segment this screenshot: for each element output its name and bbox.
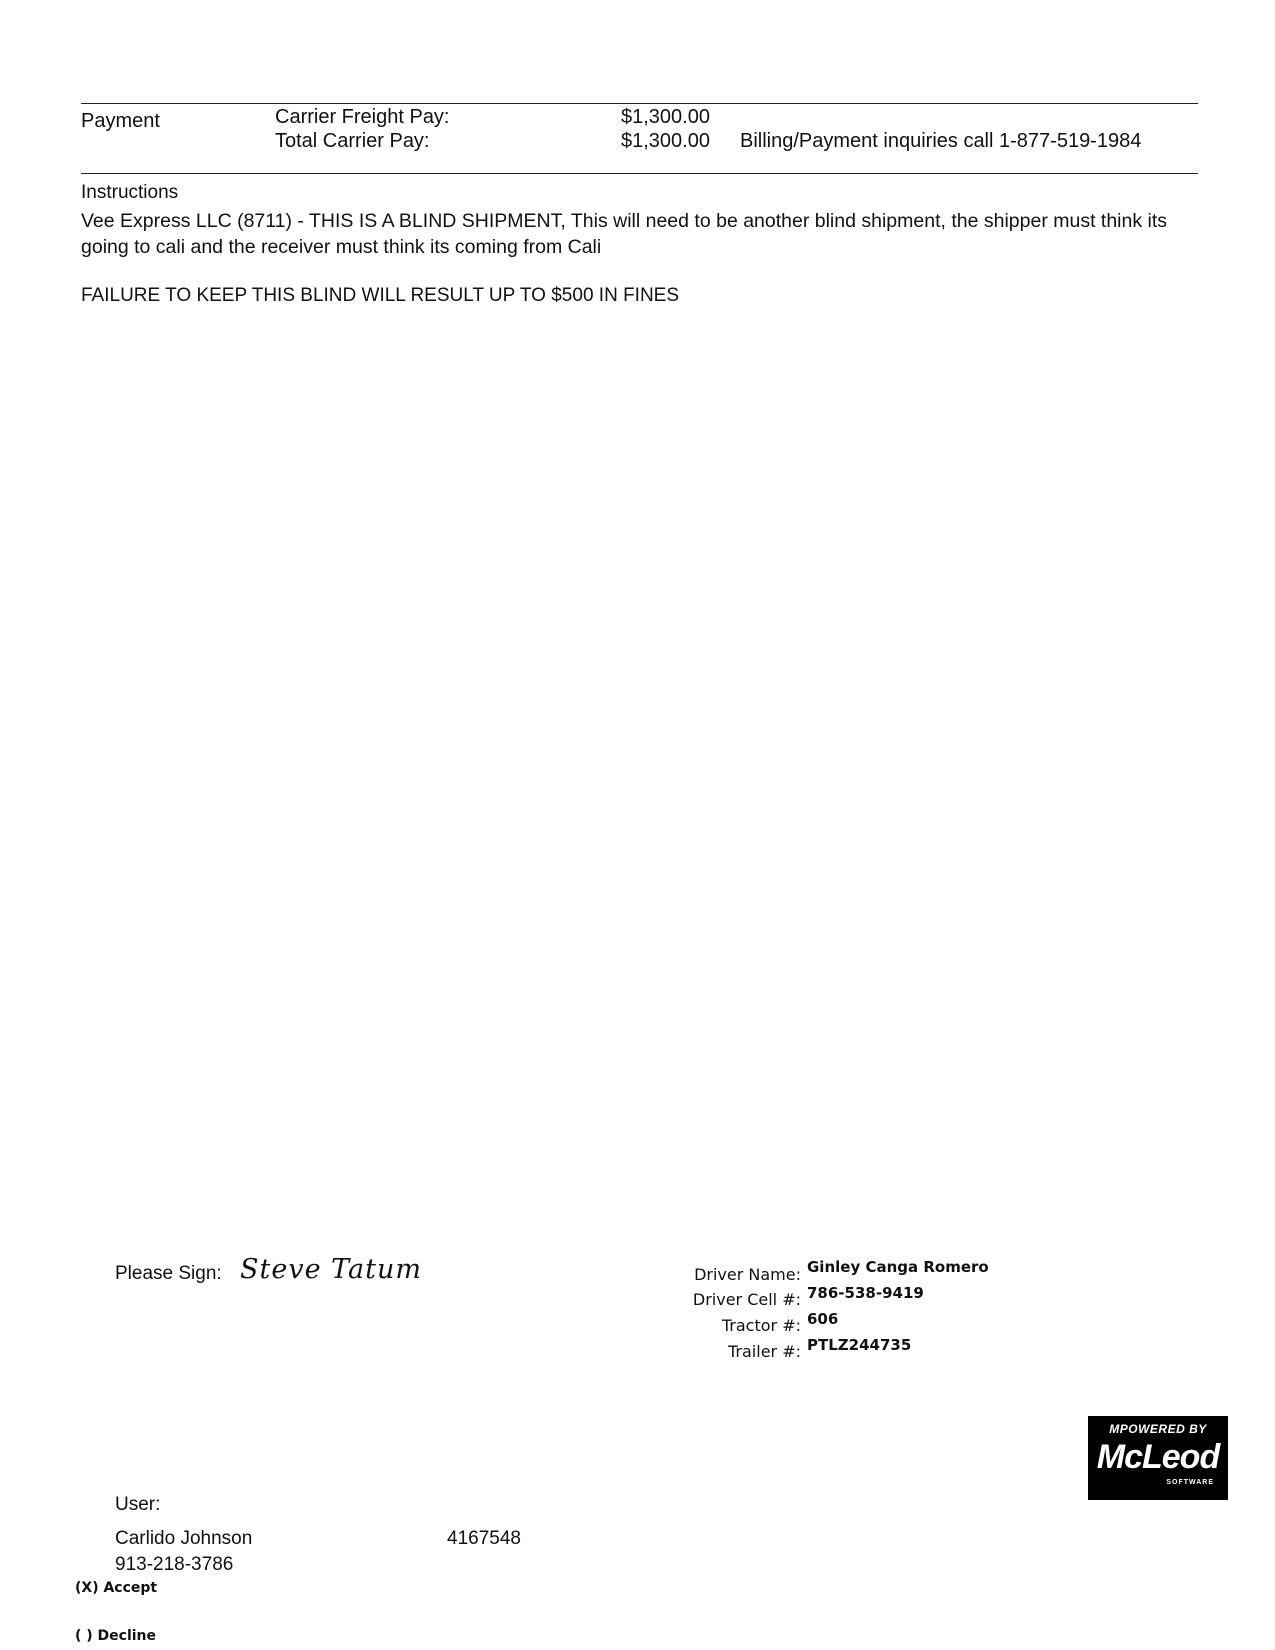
decline-option[interactable]: ( ) Decline: [75, 1628, 157, 1644]
freight-pay-amount: $1,300.00: [621, 106, 710, 128]
billing-inquiry-text: Billing/Payment inquiries call 1-877-519-1984: [740, 130, 1142, 152]
mid-rule: [81, 173, 1198, 174]
payment-label: Payment: [81, 110, 160, 132]
driver-cell-value: 786-538-9419: [807, 1284, 924, 1302]
instructions-body: Vee Express LLC (8711) - THIS IS A BLIND SHIPMENT, This will need to be another blind shipment, the shipper must think its going to cali and the receiver must think its coming from Cali: [81, 210, 1168, 258]
instructions-heading: Instructions: [81, 182, 179, 203]
accept-option[interactable]: (X) Accept: [75, 1580, 158, 1596]
mcleod-logo: [1088, 1416, 1228, 1500]
tractor-label: Tractor #:: [721, 1316, 801, 1335]
logo-powered-by: MPOWERED BY: [1109, 1422, 1207, 1436]
trailer-label: Trailer #:: [728, 1342, 801, 1361]
logo-software: SOFTWARE: [1166, 1479, 1214, 1486]
top-rule: [81, 103, 1198, 104]
user-name: Carlido Johnson: [115, 1528, 253, 1549]
signature: Steve Tatum: [240, 1254, 422, 1285]
user-label: User:: [115, 1494, 161, 1515]
total-pay-label: Total Carrier Pay:: [275, 130, 430, 152]
freight-pay-label: Carrier Freight Pay:: [275, 106, 450, 128]
sign-label: Please Sign:: [115, 1263, 222, 1284]
blind-warning: FAILURE TO KEEP THIS BLIND WILL RESULT UP TO $500 IN FINES: [81, 285, 680, 306]
driver-name-label: Driver Name:: [694, 1265, 801, 1284]
driver-cell-label: Driver Cell #:: [692, 1290, 801, 1309]
user-id: 4167548: [447, 1528, 521, 1549]
total-pay-amount: $1,300.00: [621, 130, 710, 152]
driver-name-value: Ginley Canga Romero: [807, 1258, 989, 1276]
tractor-value: 606: [807, 1310, 839, 1328]
user-phone: 913-218-3786: [115, 1554, 234, 1575]
logo-brand: McLeod: [1096, 1438, 1220, 1476]
trailer-value: PTLZ244735: [807, 1336, 912, 1354]
